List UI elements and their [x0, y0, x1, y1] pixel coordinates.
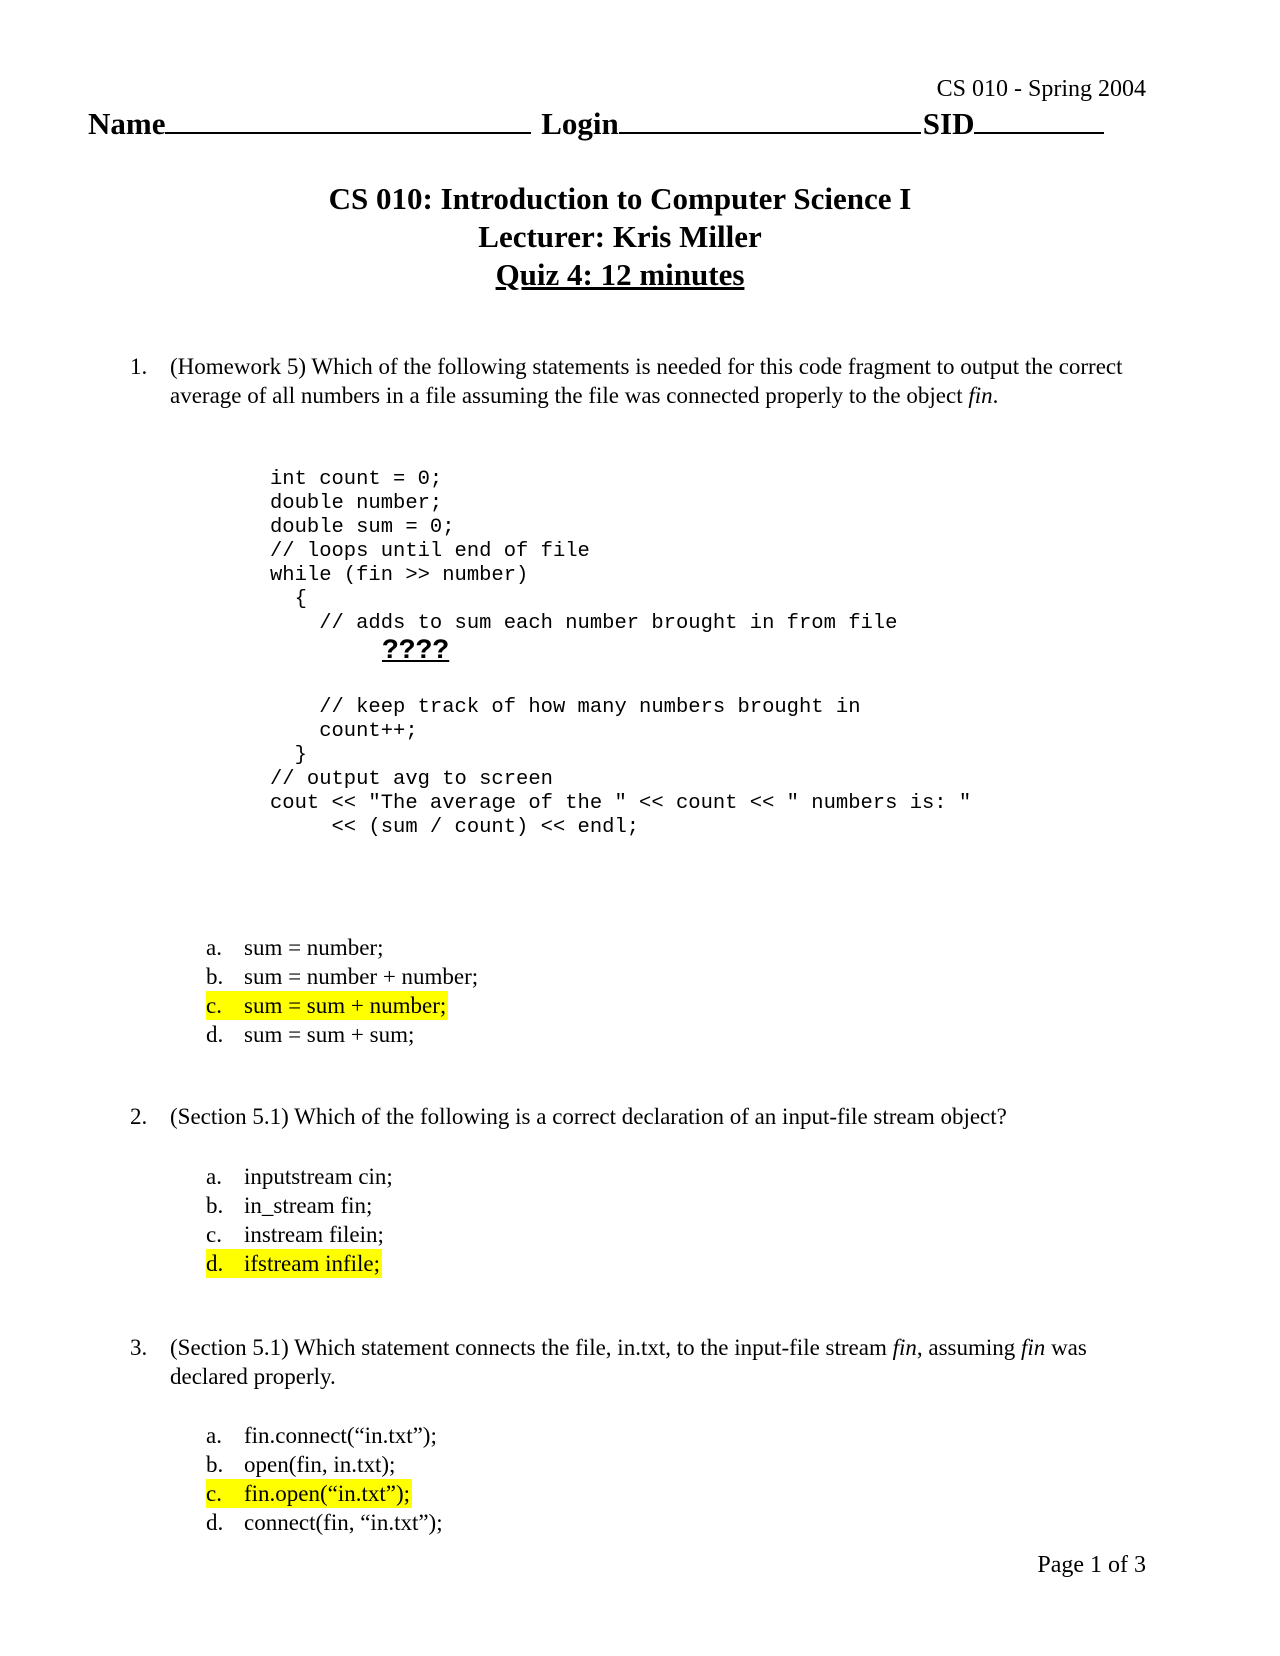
title-block [0, 180, 1240, 294]
code-line: count++; [270, 720, 418, 743]
option-letter: a. [206, 935, 222, 960]
quiz-title: Quiz 4: 12 minutes [495, 257, 745, 292]
code-line: // loops until end of file [270, 540, 590, 563]
code-line: while (fin >> number) [270, 564, 529, 587]
question-3-options [206, 1421, 443, 1537]
course-title: CS 010: Introduction to Computer Science I [328, 181, 912, 216]
option-d[interactable] [206, 1510, 443, 1535]
code-fragment [270, 468, 971, 840]
option-text: in_stream fin; [244, 1193, 373, 1218]
option-letter: d. [206, 1022, 224, 1047]
question-number: 1. [130, 354, 148, 379]
option-a[interactable] [206, 1423, 437, 1448]
option-a[interactable] [206, 1164, 393, 1189]
option-text: connect(fin, “in.txt”); [244, 1510, 443, 1535]
option-text: instream filein; [244, 1222, 384, 1247]
option-d[interactable] [206, 1022, 414, 1047]
question-number: 2. [130, 1104, 148, 1129]
option-b[interactable] [206, 1193, 372, 1218]
option-c-highlighted[interactable] [206, 1479, 412, 1508]
question-text [170, 352, 1150, 410]
question-text-part: was declared properly. [170, 1335, 1087, 1389]
code-line: // adds to sum each number brought in from file [270, 612, 898, 635]
login-blank [619, 104, 921, 134]
missing-statement-row [270, 636, 971, 680]
option-text: sum = number; [244, 935, 384, 960]
code-line: double number; [270, 492, 443, 515]
page-number: Page 1 of 3 [1037, 1552, 1146, 1578]
student-id-line [88, 104, 1106, 142]
option-a[interactable] [206, 935, 383, 960]
option-text: sum = number + number; [244, 964, 479, 989]
sid-blank [974, 104, 1104, 134]
code-line: << (sum / count) << endl; [270, 816, 640, 839]
option-letter: b. [206, 1452, 224, 1477]
lecturer-title: Lecturer: Kris Miller [478, 219, 762, 254]
question-text-main: (Homework 5) Which of the following statements is needed for this code fragment to output the correct average of all numbers in a file assuming the file was connected properly to the object [170, 354, 1123, 408]
question-number: 3. [130, 1335, 148, 1360]
option-letter: c. [206, 993, 222, 1018]
option-letter: b. [206, 1193, 224, 1218]
option-c[interactable] [206, 1222, 384, 1247]
question-text-italic: fin [892, 1335, 917, 1360]
question-text-italic: fin [1021, 1335, 1046, 1360]
question-2-options [206, 1162, 393, 1278]
question-text-italic: fin [968, 383, 993, 408]
login-label: Login [541, 106, 619, 141]
question-text: (Section 5.1) Which of the following is a correct declaration of an input-file stream object? [170, 1104, 1007, 1129]
question-1-options [206, 933, 478, 1049]
option-letter: c. [206, 1481, 222, 1506]
option-letter: a. [206, 1423, 222, 1448]
option-b[interactable] [206, 964, 478, 989]
option-text: open(fin, in.txt); [244, 1452, 396, 1477]
option-letter: d. [206, 1510, 224, 1535]
option-letter: d. [206, 1251, 224, 1276]
option-c-highlighted[interactable] [206, 991, 448, 1020]
option-d-highlighted[interactable] [206, 1249, 382, 1278]
code-line: { [270, 588, 307, 611]
option-text: ifstream infile; [244, 1251, 381, 1276]
code-line: // output avg to screen [270, 768, 553, 791]
option-letter: c. [206, 1222, 222, 1247]
missing-statement-mark: ???? [382, 636, 450, 667]
option-text: inputstream cin; [244, 1164, 393, 1189]
code-line: } [270, 744, 307, 767]
option-letter: a. [206, 1164, 222, 1189]
option-b[interactable] [206, 1452, 395, 1477]
question-text [170, 1333, 1150, 1391]
question-text-part: (Section 5.1) Which statement connects the file, in.txt, to the input-file stream [170, 1335, 893, 1360]
code-line: int count = 0; [270, 468, 443, 491]
name-label: Name [88, 106, 166, 141]
option-text: fin.connect(“in.txt”); [244, 1423, 437, 1448]
option-text: sum = sum + sum; [244, 1022, 415, 1047]
question-text-part: , assuming [916, 1335, 1022, 1360]
question-text-end: . [992, 383, 999, 408]
course-term-header: CS 010 - Spring 2004 [936, 76, 1146, 102]
name-blank [165, 104, 531, 134]
code-line: double sum = 0; [270, 516, 455, 539]
option-text: fin.open(“in.txt”); [244, 1481, 411, 1506]
code-line: // keep track of how many numbers brought in [270, 696, 861, 719]
code-line: cout << "The average of the " << count << " numbers is: " [270, 792, 972, 815]
option-text: sum = sum + number; [244, 993, 447, 1018]
option-letter: b. [206, 964, 224, 989]
sid-label: SID [922, 106, 975, 141]
